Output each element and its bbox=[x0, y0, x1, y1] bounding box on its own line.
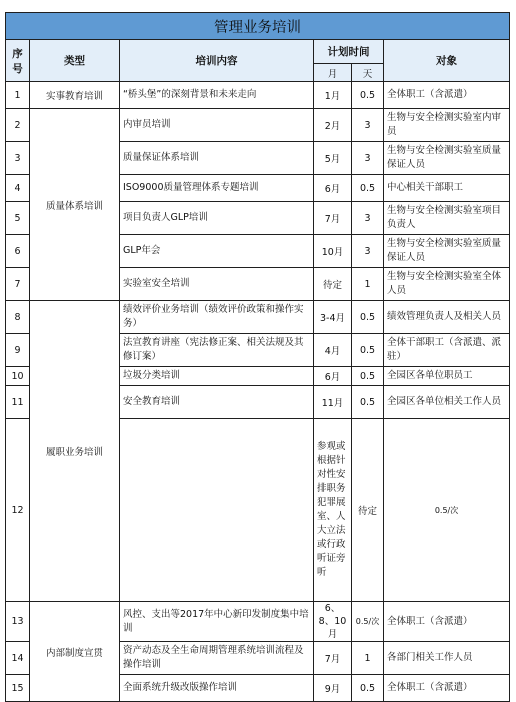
content-cell: 项目负责人GLP培训 bbox=[120, 202, 314, 235]
content-cell: 风控、支出等2017年中心新印发制度集中培训 bbox=[120, 602, 314, 642]
content-cell: 全面系统升级改版操作培训 bbox=[120, 675, 314, 702]
header-content: 培训内容 bbox=[120, 40, 314, 82]
table-title: 管理业务培训 bbox=[6, 13, 510, 40]
row-number: 15 bbox=[6, 675, 30, 702]
row-number: 4 bbox=[6, 175, 30, 202]
table-row bbox=[6, 109, 510, 142]
type-cell: 实事教育培训 bbox=[30, 82, 120, 109]
target-cell: 生物与安全检测实验室全体人员 bbox=[384, 268, 510, 301]
target-cell: 各部门相关工作人员 bbox=[384, 642, 510, 675]
row-number: 9 bbox=[6, 334, 30, 367]
days-cell: 0.5 bbox=[352, 675, 384, 702]
month-cell: 7月 bbox=[314, 642, 352, 675]
table-row bbox=[6, 602, 510, 642]
header-days: 天 bbox=[352, 64, 384, 82]
content-cell: “桥头堡”的深刻背景和未来走向 bbox=[120, 82, 314, 109]
header-schedule: 计划时间 bbox=[314, 40, 384, 64]
days-cell: 1 bbox=[352, 642, 384, 675]
row-number: 10 bbox=[6, 367, 30, 386]
days-cell: 0.5 bbox=[352, 367, 384, 386]
header-target: 对象 bbox=[384, 40, 510, 82]
content-cell: 安全教育培训 bbox=[120, 386, 314, 419]
target-cell: 全园区各单位职员工 bbox=[384, 367, 510, 386]
header-index: 序号 bbox=[6, 40, 30, 82]
table-row bbox=[6, 301, 510, 334]
target-cell: 生物与安全检测实验室质量保证人员 bbox=[384, 235, 510, 268]
type-cell: 履职业务培训 bbox=[30, 301, 120, 602]
row-number: 6 bbox=[6, 235, 30, 268]
days-cell: 0.5 bbox=[352, 334, 384, 367]
days-cell: 3 bbox=[352, 235, 384, 268]
content-cell: 法宣教育讲座（宪法修正案、相关法规及其修订案） bbox=[120, 334, 314, 367]
target-cell: 全体职工（含派遣） bbox=[384, 675, 510, 702]
target-cell: 生物与安全检测实验室内审员 bbox=[384, 109, 510, 142]
row-number: 5 bbox=[6, 202, 30, 235]
days-cell: 0.5/次 bbox=[352, 602, 384, 642]
days-cell: 0.5 bbox=[352, 175, 384, 202]
days-cell: 1 bbox=[352, 268, 384, 301]
row-number: 13 bbox=[6, 602, 30, 642]
row-number: 2 bbox=[6, 109, 30, 142]
training-table-container bbox=[5, 12, 509, 702]
content-cell: 参观或根据针对性安排职务犯罪展室、人大立法或行政听证旁听 bbox=[314, 419, 352, 602]
month-cell: 10月 bbox=[314, 235, 352, 268]
target-cell: 全园区各单位相关工作人员 bbox=[384, 386, 510, 419]
days-cell: 0.5 bbox=[352, 82, 384, 109]
content-cell: 垃圾分类培训 bbox=[120, 367, 314, 386]
type-cell: 内部制度宣贯 bbox=[30, 602, 120, 702]
days-cell: 0.5 bbox=[352, 301, 384, 334]
content-cell: 内审员培训 bbox=[120, 109, 314, 142]
row-number: 7 bbox=[6, 268, 30, 301]
month-cell: 待定 bbox=[314, 268, 352, 301]
content-cell: 绩效评价业务培训（绩效评价政策和操作实务） bbox=[120, 301, 314, 334]
month-cell: 4月 bbox=[314, 334, 352, 367]
target-cell: 绩效管理负责人及相关人员 bbox=[384, 301, 510, 334]
month-cell: 待定 bbox=[352, 419, 384, 602]
days-cell: 3 bbox=[352, 142, 384, 175]
table-row bbox=[6, 82, 510, 109]
days-cell: 3 bbox=[352, 202, 384, 235]
month-cell: 9月 bbox=[314, 675, 352, 702]
target-cell: 全体干部职工（含派遣、派驻） bbox=[384, 334, 510, 367]
content-cell: 实验室安全培训 bbox=[120, 268, 314, 301]
content-cell: 质量保证体系培训 bbox=[120, 142, 314, 175]
days-cell: 0.5/次 bbox=[384, 419, 510, 602]
month-cell: 7月 bbox=[314, 202, 352, 235]
month-cell: 6月 bbox=[314, 175, 352, 202]
row-number: 3 bbox=[6, 142, 30, 175]
row-number: 8 bbox=[6, 301, 30, 334]
target-cell: 中心相关干部职工 bbox=[384, 175, 510, 202]
row-number: 11 bbox=[6, 386, 30, 419]
training-plan-table bbox=[5, 12, 510, 702]
month-cell: 6月 bbox=[314, 367, 352, 386]
header-type: 类型 bbox=[30, 40, 120, 82]
content-cell: 资产动态及全生命周期管理系统培训流程及操作培训 bbox=[120, 642, 314, 675]
target-cell: 生物与安全检测实验室质量保证人员 bbox=[384, 142, 510, 175]
month-cell: 6、8、10月 bbox=[314, 602, 352, 642]
row-number: 14 bbox=[6, 642, 30, 675]
content-cell: GLP年会 bbox=[120, 235, 314, 268]
month-cell: 5月 bbox=[314, 142, 352, 175]
target-cell: 全体职工（含派遣） bbox=[384, 602, 510, 642]
type-cell-blank bbox=[120, 419, 314, 602]
month-cell: 2月 bbox=[314, 109, 352, 142]
month-cell: 3-4月 bbox=[314, 301, 352, 334]
target-cell: 生物与安全检测实验室项目负责人 bbox=[384, 202, 510, 235]
days-cell: 0.5 bbox=[352, 386, 384, 419]
row-number: 12 bbox=[6, 419, 30, 602]
month-cell: 1月 bbox=[314, 82, 352, 109]
content-cell: ISO9000质量管理体系专题培训 bbox=[120, 175, 314, 202]
month-cell: 11月 bbox=[314, 386, 352, 419]
row-number: 1 bbox=[6, 82, 30, 109]
header-month: 月 bbox=[314, 64, 352, 82]
type-cell: 质量体系培训 bbox=[30, 109, 120, 301]
target-cell: 全体职工（含派遣） bbox=[384, 82, 510, 109]
days-cell: 3 bbox=[352, 109, 384, 142]
